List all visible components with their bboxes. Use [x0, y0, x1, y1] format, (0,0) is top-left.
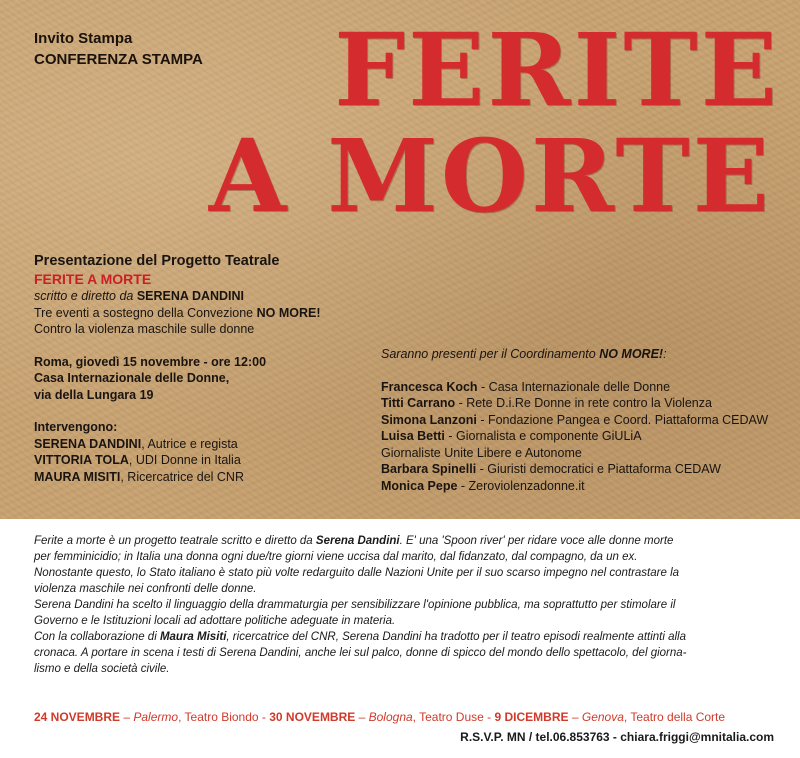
description-line: cronaca. A portare in scena i testi di Serena Dandini, anche lei sul palco, donne di spicco del mondo dello spettacolo, del giorna- [34, 647, 687, 659]
speaker-role: , Ricercatrice del CNR [120, 469, 244, 484]
written-by-prefix: scritto e diretto da [34, 289, 134, 303]
coordination-block [381, 346, 791, 494]
description-segment: Ferite a morte è un progetto teatrale scritto e diretto da [34, 535, 316, 547]
date-label: 9 DICEMBRE [494, 710, 569, 724]
member-role: - Giuristi democratici e Piattaforma CEDAW [476, 462, 721, 476]
member-role: - Giornalista e componente GiULiA [444, 429, 642, 443]
speaker-name: MAURA MISITI [34, 469, 121, 484]
member-role: - Zeroviolenzadonne.it [457, 478, 585, 493]
speakers-heading: Intervengono: [34, 420, 118, 434]
rsvp-contact: R.S.V.P. MN / tel.06.853763 - chiara.friggi@mnitalia.com [460, 730, 774, 744]
description-panel [0, 519, 800, 758]
coordination-intro-line [381, 346, 791, 363]
description-line [34, 629, 774, 645]
description-line: per femminicidio; in Italia una donna ogni due/tre giorni viene uccisa dal marito, dal fidanzato, dal compagno, da un ex. [34, 551, 638, 563]
description-segment: . E' una 'Spoon river' per ridare voce alle donne morte [399, 535, 674, 547]
description-line: Governo e le Istituzioni locali ad adottare politiche adeguate in materia. [34, 615, 396, 627]
presentation-heading: Presentazione del Progetto Teatrale [34, 253, 280, 269]
member-role: Giornaliste Unite Libere e Autonome [381, 445, 582, 460]
tour-dates [34, 710, 725, 724]
date-label: 24 NOVEMBRE [34, 710, 121, 724]
member-item [381, 412, 791, 429]
date-dash: – [120, 710, 134, 724]
date-theatre: Teatro della Corte [630, 710, 726, 724]
speaker-name: SERENA DANDINI [34, 436, 142, 451]
events-line [34, 305, 374, 322]
main-title-line1: FERITE [334, 11, 780, 129]
member-role: - Casa Internazionale delle Donne [477, 379, 671, 394]
speaker-role: , Autrice e regista [141, 436, 238, 451]
member-name: Titti Carrano [381, 396, 456, 410]
tour-date [34, 710, 259, 724]
conference-label: CONFERENZA STAMPA [34, 51, 203, 68]
member-item [381, 478, 791, 495]
events-prefix: Tre eventi a sostegno della Convezione [34, 305, 254, 320]
member-name: Simona Lanzoni [381, 412, 477, 427]
member-item [381, 395, 791, 412]
member-item [381, 428, 791, 445]
venue-address: via della Lungara 19 [34, 387, 154, 402]
description-segment: , ricercatrice del CNR, Serena Dandini ha tradotto per il teatro episodi realmente attinti alla [226, 631, 687, 643]
member-item [381, 445, 791, 462]
invite-label: Invito Stampa [34, 30, 133, 47]
coordination-campaign: NO MORE! [599, 347, 664, 361]
date-label: 30 NOVEMBRE [269, 710, 356, 724]
member-item [381, 461, 791, 478]
speaker-item [34, 436, 374, 453]
date-theatre: Teatro Duse [419, 710, 484, 724]
date-sep: , [623, 710, 631, 724]
date-theatre: Teatro Biondo [184, 710, 259, 724]
date-dash: – [355, 710, 369, 724]
presentation-block [34, 252, 374, 485]
show-title: FERITE A MORTE [34, 271, 152, 287]
description-author: Serena Dandini [315, 535, 400, 547]
description-line: lismo e della società civile. [34, 663, 170, 675]
dates-separator: - [258, 710, 270, 724]
speaker-item [34, 452, 374, 469]
main-title-line2: A MORTE [208, 117, 772, 235]
member-item [381, 379, 791, 396]
member-role: - Rete D.i.Re Donne in rete contro la Violenza [455, 396, 712, 410]
member-name: Barbara Spinelli [381, 462, 477, 476]
against-violence-line: Contro la violenza maschile sulle donne [34, 322, 255, 336]
speaker-item [34, 469, 374, 486]
member-name: Monica Pepe [381, 478, 458, 493]
tour-date [269, 710, 484, 724]
member-name: Francesca Koch [381, 379, 478, 394]
author-name: SERENA DANDINI [136, 289, 245, 303]
date-dash: – [568, 710, 582, 724]
venue-datetime: Roma, giovedì 15 novembre - ore 12:00 [34, 354, 267, 369]
description-line: Nonostante questo, lo Stato italiano è stato più volte redarguito dalle Nazioni Unite per il suo scarso impegno nel contrastare la [34, 567, 680, 579]
member-name: Luisa Betti [381, 429, 445, 443]
description-name: Maura Misiti [159, 631, 227, 643]
date-city: Bologna [368, 710, 413, 724]
campaign-name: NO MORE! [256, 305, 321, 320]
speaker-role: , UDI Donne in Italia [128, 453, 241, 467]
venue-place: Casa Internazionale delle Donne, [34, 371, 230, 385]
date-city: Palermo [133, 710, 179, 724]
speaker-name: VITTORIA TOLA [34, 453, 129, 467]
description-line: violenza maschile nei confronti delle donne. [34, 583, 257, 595]
description-segment: Con la collaborazione di [34, 631, 160, 643]
coordination-intro: Saranno presenti per il Coordinamento [381, 347, 596, 361]
dates-separator: - [483, 710, 495, 724]
coordination-colon: : [663, 347, 667, 361]
tour-date [495, 710, 726, 724]
description-line [34, 533, 774, 549]
date-sep: , [178, 710, 185, 724]
written-by-line [34, 288, 374, 305]
date-city: Genova [581, 710, 624, 724]
member-role: - Fondazione Pangea e Coord. Piattaforma CEDAW [476, 412, 769, 427]
description-line: Serena Dandini ha scelto il linguaggio della drammaturgia per sensibilizzare l'opinione pubblica, ma soprattutto per stimolare il [34, 599, 676, 611]
date-sep: , [412, 710, 420, 724]
description-text [34, 533, 774, 677]
